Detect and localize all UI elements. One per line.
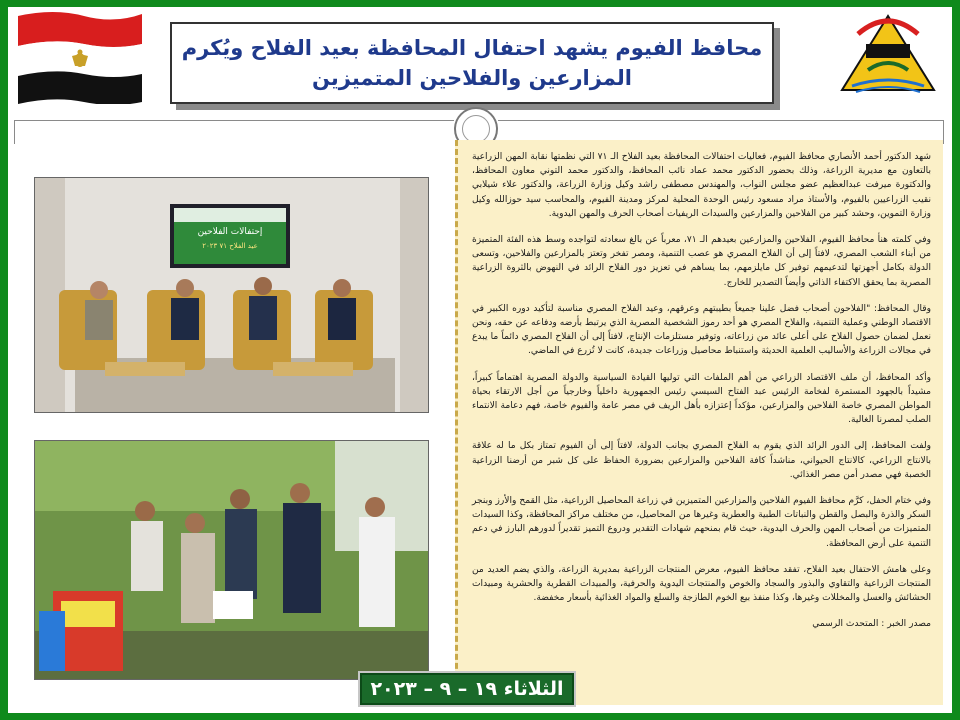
divider-tick-left <box>14 120 15 144</box>
article-paragraph: شهد الدكتور أحمد الأنصاري محافظ الفيوم، فعاليات احتفالات المحافظة بعيد الفلاح الـ ٧١ التي نظمتها نقابة المهن الزراعية بالتعاون مع مديرية الزراعة، وذلك بحضور الدكتور محمد عماد نائب المحافظ، والدكتور محمد التوني معاون المحافظ، والدكتورة ميرفت عبدالعظيم عضو مجلس النواب، والمهندس مصطفى راشد وكيل وزارة الزراعة، والدكتور علاء شيلابي نقيب الزراعيين بالفيوم، والأستاذ مراد مسعود رئيس الوحدة المحلية لمركز ومدينة الفيوم، والمحاسب سيد حوزالله وكيل وزارة التموين، وحشد كبير من الفلاحين والمزارعين والسيدات الريفيات أصحاب الحرف والمهن اليدوية. <box>472 152 931 219</box>
screen-banner-text: إحتفالات الفلاحين <box>197 227 263 237</box>
article-paragraph: وقال المحافظ: "الفلاحون أصحاب فضل علينا جميعاً بطيبتهم وعرقهم، وعيد الفلاح المصري مناسبة لتأكيد دوره الكبير في الاقتصاد الوطني وعملية التنمية، والفلاح المصري هو أحد رموز الشخصية المصرية الذي يرتبط بأرضه ودفاعه عن حقه، ونحن نعمل لضمان حصول الفلاح على أعلى عائد من زراعاته، وتوفير مستلزمات الإنتاج، لافتاً إلى أن الفلاح المصري دائماً ما يبدع في مجالات الزراعة والأساليب العلمية الحديثة واستنباط محاصيل وزراعات جديدة، كانت لا تُزرع في الماضي. <box>472 303 931 357</box>
article-paragraph: وعلى هامش الاحتفال بعيد الفلاح، تفقد محافظ الفيوم، معرض المنتجات الزراعية بمديرية الزراعة، والذي يضم العديد من المنتجات الزراعية والتقاوي والبذور والسجاد والخوص والمنتجات اليدوية والحرفية، والمبيدات القطرية والحشرية ومبيدات الحشائش والعسل والمخللات وغيرها، وكذا منفذ بيع الخوم الطازجة والسلع والمواد الغذائية بأسعار مخفضة. <box>472 564 931 604</box>
exhibition-illustration <box>35 441 429 680</box>
article-paragraph: وفي كلمته هنأ محافظ الفيوم، الفلاحين والمزارعين بعيدهم الـ ٧١، معرباً عن بالغ سعادته لتواجده وسط هذه الفئة المتميزة من أبناء الشعب المصري، لافتاً إلى أن الفلاح المصري هو عصب التنمية، ومصر تفخر وتعتز بالمزارعين والفلاحين، وتسعى الدولة بكامل أجهزتها لتدعيمهم توفير كل مايلزمهم، بما يساهم في تعزيز دور الفلاح الرائد في النهوض بالثروة الزراعية المصرية بما يحقق الاكتفاء الذاتي وأيضاً التصدير للخارج. <box>472 235 931 288</box>
divider-line-right <box>498 120 944 121</box>
date-text: الثلاثاء ١٩ – ٩ – ٢٠٢٣ <box>370 678 564 700</box>
article-panel <box>455 140 943 705</box>
news-source: مصدر الخبر : المتحدث الرسمي <box>812 619 931 630</box>
exhibition-photo <box>34 440 429 680</box>
fayoum-governorate-logo-icon <box>838 14 938 100</box>
page-title <box>170 22 774 104</box>
article-paragraph: وفي ختام الحفل، كرَّم محافظ الفيوم الفلاحين والمزارعين المتميزين في زراعة المحاصيل الزراعية، مثل القمح والأرز وبنجر السكر والذرة والبصل والقطن والنباتات الطبية والعطرية وغيرها من المحاصيل، من مختلف مراكز المحافظة، وكذا السيدات المتميزات من أصحاب المهن والحرف اليدوية، حيث قام بمنحهم شهادات التقدير ودروع التميز تقديراً لدورهم البارز في دعم التنمية على أرض المحافظة. <box>472 496 931 549</box>
title-text: محافظ الفيوم يشهد احتفال المحافظة بعيد الفلاح ويُكرم المزارعين والفلاحين المتميزين <box>181 36 763 90</box>
egypt-flag-icon <box>14 10 146 104</box>
divider-tick-right <box>943 120 944 144</box>
ceremony-photo <box>34 177 429 413</box>
screen-banner-subtext: عيد الفلاح ٧١ ٢٠٢٣ <box>202 242 258 250</box>
article-paragraph: وأكد المحافظ، أن ملف الاقتصاد الزراعي من أهم الملفات التي توليها القيادة السياسية والدولة المصرية اهتماماً كبيراً، مشيداً بالجهود المستمرة لفخامة الرئيس عبد الفتاح السيسي رئيس الجمهورية داخلياً وخارجياً من أجل الارتقاء بحياة المواطن المصري خاصة الفلاحين والمزارعين، مؤكداً إعتزازه بأهل الريف في مصر عامة والفيوم خاصة، فهم دعامة الانتماء الصلب لمصرنا الغالية. <box>472 372 931 426</box>
article-paragraph: ولفت المحافظ، إلى الدور الرائد الذي يقوم به الفلاح المصري بجانب الدولة، لافتاً إلى أن الفيوم تمتاز بكل ما له علاقة بالانتاج الزراعي، كالانتاج الحيواني، مناشداً كافة الفلاحين والمزارعين بضرورة الحفاظ على كل شبر من أرضنا الزراعية الخصبة فهي مصدر أمن مصر الغذائي. <box>472 441 931 480</box>
date-banner <box>358 671 576 707</box>
ceremony-illustration <box>35 178 429 413</box>
divider-line-left <box>14 120 454 121</box>
circle-ornament-inner <box>462 115 490 143</box>
